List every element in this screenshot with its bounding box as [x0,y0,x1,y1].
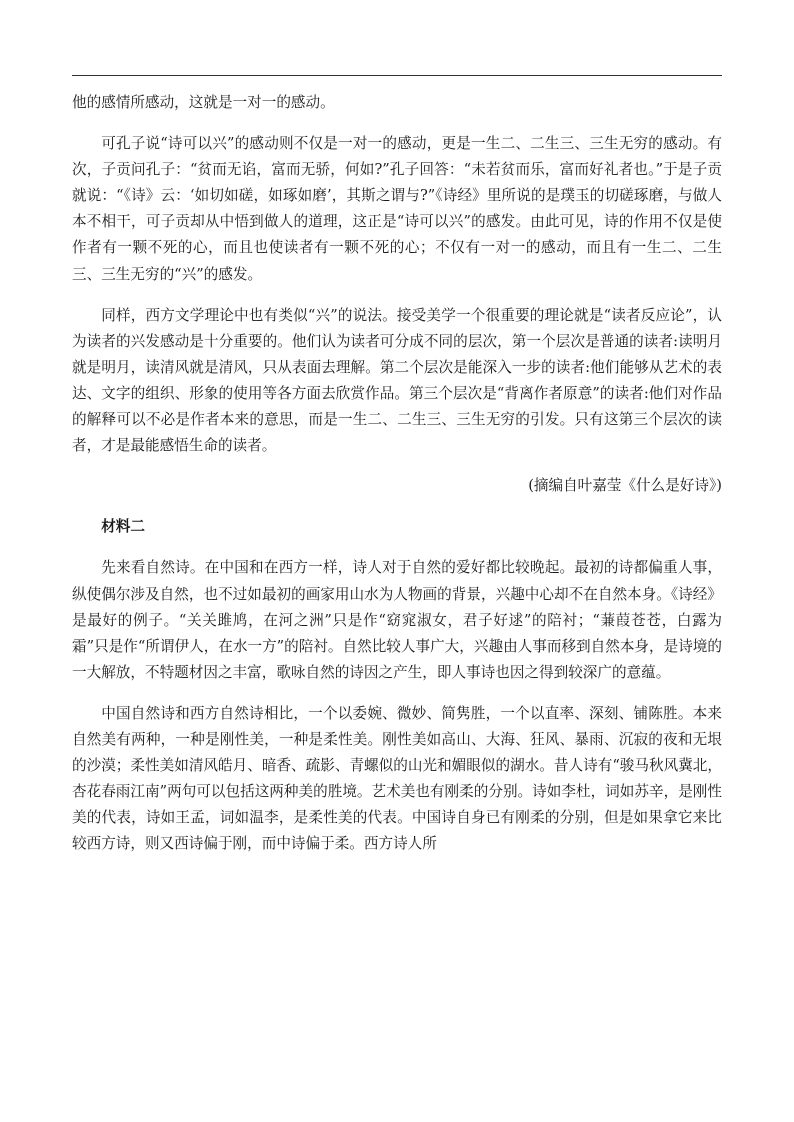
header-divider [72,75,722,76]
source-citation: (摘编自叶嘉莹《什么是好诗》) [528,477,722,495]
section-title: 材料二 [101,518,145,536]
paragraph-nature-poetry: 先来看自然诗。在中国和在西方一样，诗人对于自然的爱好都比较晚起。最初的诗都偏重人事，纵使偶尔涉及自然，也不过如最初的画家用山水为人物画的背景，兴趣中心却不在自然本身。《诗经》是最好的例子。“关关雎鸠，在河之洲”只是作“窈窕淑女，君子好逑”的陪衬；“蒹葭苍苍，白露为霜”只是作“所谓伊人，在水一方”的陪衬。自然比较人事广大，兴趣由人事而移到自然本身，是诗境的一大解放，不特题材因之丰富，歌咏自然的诗因之产生，即人事诗也因之得到较深广的意蕴。 [72,559,722,681]
paragraph-xing: 可孔子说“诗可以兴”的感动则不仅是一对一的感动，更是一生二、二生三、三生无穷的感动。有次，子贡问孔子：“贫而无谄，富而无骄，何如?”孔子回答：“未若贫而乐，富而好礼者也。”于是子贡就说：“《诗》云：‘如切如磋，如琢如磨’，其斯之谓与?”《诗经》里所说的是璞玉的切磋琢磨，与做人本不相干，可子贡却从中悟到做人的道理，这正是“诗可以兴”的感发。由此可见，诗的作用不仅是使作者有一颗不死的心，而且也使读者有一颗不死的心；不仅有一对一的感动，而且有一生二、二生三、三生无穷的“兴”的感发。 [72,135,722,283]
document-body [72,90,722,857]
paragraph-continuation: 他的感情所感动，这就是一对一的感动。 [72,94,335,111]
paragraph-reader-response: 同样，西方文学理论中也有类似“兴”的说法。接受美学一个很重要的理论就是“读者反应论”，认为读者的兴发感动是十分重要的。他们认为读者可分成不同的层次，第一个层次是普通的读者:读明月就是明月，读清风就是清风，只从表面去理解。第二个层次是能深入一步的读者:他们能够从艺术的表达、文字的组织、形象的使用等各方面去欣赏作品。第三个层次是“背离作者原意”的读者:他们对作品的解释可以不必是作者本来的意思，而是一生二、二生三、三生无穷的引发。只有这第三个层次的读者，才是最能感悟生命的读者。 [72,306,722,455]
paragraph-comparison: 中国自然诗和西方自然诗相比，一个以委婉、微妙、简隽胜，一个以直率、深刻、铺陈胜。本来自然美有两种，一种是刚性美，一种是柔性美。刚性美如高山、大海、狂风、暴雨、沉寂的夜和无垠的沙漠；柔性美如清风皓月、暗香、疏影、青螺似的山光和媚眼似的湖水。昔人诗有“骏马秋风冀北，杏花春雨江南”两句可以包括这两种美的胜境。艺术美也有刚柔的分别。诗如李杜，词如苏辛，是刚性美的代表，诗如王孟，词如温李，是柔性美的代表。中国诗自身已有刚柔的分别，但是如果拿它来比较西方诗，则又西诗偏于刚，而中诗偏于柔。西方诗人所 [72,704,722,853]
